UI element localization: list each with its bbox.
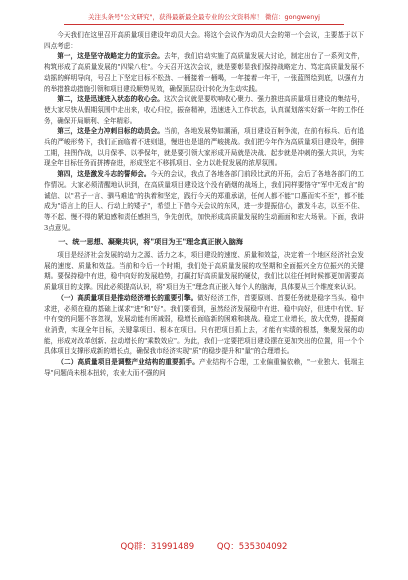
point-first [44, 51, 364, 94]
point-second-label: 第二，这是迅速进入状态的收心会。 [57, 95, 164, 104]
section-heading-1: 一、统一思想、凝聚共识，将"项目为王"理念真正嵌入脑海 [58, 237, 243, 247]
document-body [44, 30, 364, 530]
subsection-1-text: 做好经济工作，首要原则、首要任务就是稳字当头、稳中求进，必须在稳的基础上谋求"进"和"好"。我们要看到，虽然经济发展稳中有进、稳中向好，但进中有忧、好中有变的问题不容忽视，发展动能有所减弱，稳增长面临新的困难和挑战。稳定工业增长，放大优势，提振商业消费，实现全年目标，关键靠项目、根本在项目。只有把项目抓上去，才能有实绩的根基，集聚发展的动能，形成对改革创新、拉动增长的"乘数效应"。为此，我们一定要把项目建设摆在更加突出的位置，用一个个具体项目支撑形成新的增长点，确保我市经济实现"质"的稳步提升和"量"的合理增长。 [44, 293, 365, 356]
footer-contact [0, 540, 408, 552]
subsection-2 [44, 357, 364, 378]
point-third-label: 第三，这是全力冲刺目标的动员会。 [57, 127, 164, 136]
point-fourth [44, 169, 364, 233]
subsection-1 [44, 293, 364, 357]
subsection-1-label: （一）高质量项目是推动经济增长的重要引擎。 [57, 293, 198, 302]
point-second [44, 94, 364, 126]
subsection-2-label: （二）高质量项目是调整产业结构的重要抓手。 [57, 358, 199, 367]
footer-qq: QQ：535304092 [216, 542, 288, 552]
subsection-2-text: 产业结构不合理，工业偏重偏依赖，"一业独大、低端主导"问题尚未根本扭转，农业大而不强的问 [44, 358, 364, 377]
point-third [44, 126, 364, 169]
section-1-paragraph: 项目是经济社会发展的动力之源、活力之本，项目建设的速度、质量和效益，决定着一个地区经济社会发展的速度、质量和效益。当前和今后一个时期，我们处于高质量发展的攻坚期和全面振兴全方位振兴的关键期。要保持稳中有进，稳中向好的发展趋势，打赢打好高质量发展的硬仗，我们比以往任何时候都更加需要高质量项目的支撑。因此必须提高认识，将"项目为王"理念真正嵌入每个人的脑海，具体要从三个维度来认识。 [44, 251, 364, 292]
point-second-text: 这次会议就是要吹响收心聚力、强力推进高质量项目建设的集结号，使大家尽快从假期氛围中走出来，收心归位，振奋精神，迅速进入工作状态，认真谋划落实好新一年的工作任务，确保开局顺利、全年精彩。 [44, 95, 365, 125]
intro-paragraph: 今天我们在这里召开高质量项目建设年动员大会。将这个会议作为动员大会的第一个会议，主要基于以下四点考虑： [44, 31, 364, 50]
point-fourth-text: 今天的会议，我点了各地各部门前段比武的开拓，会后了各地各部门的工作情况。大家必须清醒地认识到，在高质量项目建设这个没有硝烟的战场上，我们同样要恪守"军中无戏言"的诚信、以"君子一言、驷马难追"的执着和坚定，践行今天的郑重承诺，任何人都不能"口惠而实不至"，都不能成为"语言上的巨人、行动上的矮子"，希望上下借今天会议的东风，进一步提振信心，激发斗志，以至不住、等不起、慢不得的紧迫感和责任感担当，争先创优，加快形成高质量发展的生动画面和宏大场景。下面，我讲3点意见。 [44, 170, 365, 232]
point-third-text: 当前，各地发展势如潮涌，项目建设百舸争流，在前有标兵、后有追兵的严峻形势下，我们正面临着不进则退，慢进也是退的严峻挑战。我们把今年作为高质量项目建设年，倒排工期，挂图作战，以月保季、以季保年，就是要引领大家形成开局就是决战、起步就是冲刺的强大共识，为实现全年目标任务而拼搏奋进，形成坚定不移抓项目、全力以赴促发展的浓厚氛围。 [44, 127, 365, 168]
point-first-label: 第一，这是坚守战略定力的宣示会。 [57, 52, 164, 61]
point-fourth-label: 第四，这是激发斗志的誓师会。 [57, 170, 151, 179]
header-banner: 关注头条号"公文研究"，获得最新最全最专业的公文资料库！ 微信：gongwenyj [64, 12, 344, 25]
point-first-text: 去年，我们启动实施了高质量发展大讨论，制定出台了一系列文件，构筑形成了高质量发展的"四梁八柱"。今天召开这次会议，就是要彰显我们保持战略定力、笃定高质量发展不动摇的鲜明导向，号召上下坚定目标不松劲、一桶接着一桶喝，一年接着一年干，一张蓝图绘到底，以强有力的举措推动措施引领和项目建设顺势见效，确保顶层设计转化为生动实践。 [44, 52, 365, 93]
footer-qq-group: QQ群：31991489 [120, 542, 195, 552]
